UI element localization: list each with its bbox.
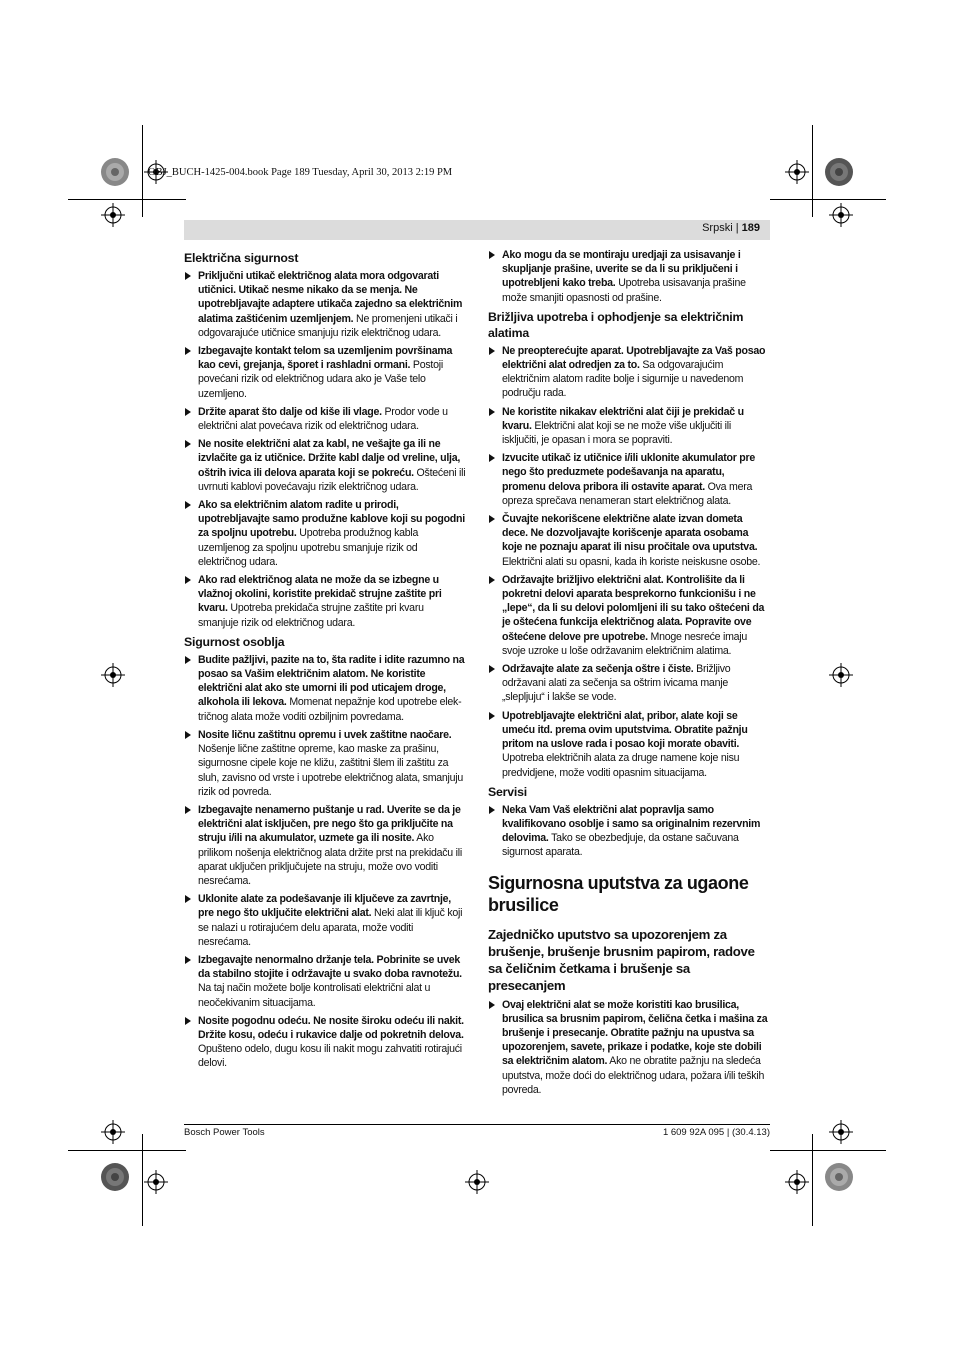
- bullet-bold-text: Neka Vam Vaš električni alat popravlja samo kvalifikovano osoblje i samo sa originalnim rezervnim delovima.: [502, 803, 761, 845]
- triangle-bullet-icon: [185, 440, 191, 448]
- bullet-body-text: Prodor vode u električni alat povećava rizik od električnog udara.: [198, 405, 448, 433]
- bullet-body-text: Na taj način možete bolje kontrolisati električni alat u neočekivanim situacijama.: [198, 982, 431, 1009]
- bullet-item: [488, 248, 770, 305]
- crosshair-icon: [144, 1170, 168, 1194]
- crosshair-icon: [101, 1120, 125, 1144]
- crop-mark: [812, 125, 813, 217]
- chapter-title: Sigurnosna uputstva za ugaone brusilice: [488, 872, 749, 915]
- triangle-bullet-icon: [185, 576, 191, 584]
- triangle-bullet-icon: [489, 347, 495, 355]
- crosshair-icon: [465, 1170, 489, 1194]
- page-header-text: [702, 222, 760, 234]
- bullet-bold-text: Izbegavajte nenamerno puštanje u rad. Uverite se da je električni alat isključen, pre nego što ga priključite na struju i/ili na akumulator, uzmete ga ili nosite.: [198, 803, 461, 845]
- section-heading: Sigurnost osoblja: [184, 634, 285, 649]
- bullet-bold-text: Držite aparat što dalje od kiše ili vlage.: [198, 405, 382, 418]
- bullet-bold-text: Čuvajte nekorišcene električne alate izvan dometa dece. Ne dozvoljavajte korišcenje aparata osobama koje ne poznaju aparat ili nisu pročitale ova uputstva.: [502, 513, 758, 554]
- bullet-item: [488, 709, 770, 780]
- triangle-bullet-icon: [185, 956, 191, 964]
- bullet-body-text: Momenat nepažnje kod upotrebe elek-tričnog alata može voditi ozbiljnim povredama.: [198, 696, 462, 723]
- subsection-title: Zajedničko uputstvo sa upozorenjem za brušenje, brušenje brusnim papirom, radove sa čeličnim četkama i brušenje sa presecanjem: [488, 926, 755, 993]
- triangle-bullet-icon: [489, 712, 495, 720]
- section-heading: Brižljiva upotreba i ophodjenje sa električnim alatima: [488, 309, 744, 340]
- bullet-item: [184, 1014, 466, 1071]
- bullet-item: [184, 437, 466, 494]
- triangle-bullet-icon: [185, 731, 191, 739]
- crop-mark: [68, 199, 186, 200]
- triangle-bullet-icon: [489, 665, 495, 673]
- triangle-bullet-icon: [185, 895, 191, 903]
- triangle-bullet-icon: [185, 806, 191, 814]
- bullet-item: [184, 728, 466, 799]
- crop-mark: [812, 1134, 813, 1226]
- crosshair-icon: [829, 663, 853, 687]
- bullet-item: [488, 803, 770, 860]
- bullet-bold-text: Izbegavajte nenormalno držanje tela. Pobrinite se uvek da stabilno stojite i održavajte u svako doba ravnotežu.: [198, 953, 462, 981]
- triangle-bullet-icon: [489, 1001, 495, 1009]
- bullet-body-text: Neki alat ili ključ koji se nalazi u rotirajućem delu aparata, može voditi nesrećama.: [198, 907, 463, 948]
- bullet-item: [184, 498, 466, 569]
- crosshair-icon: [101, 203, 125, 227]
- bullet-bold-text: Uklonite alate za podešavanje ili ključeve za zavrtnje, pre nego što uključite električni alat.: [198, 893, 451, 920]
- crosshair-icon: [829, 203, 853, 227]
- bullet-body-text: Brižljivo održavani alati za sečenja sa oštrim ivicama manje „slepljuju“ i lakše se vode.: [502, 663, 731, 704]
- crosshair-icon: [829, 1120, 853, 1144]
- bullet-body-text: Upotreba prekidača strujne zaštite pri kvaru smanjuje rizik od električnog udara.: [198, 602, 424, 629]
- bullet-item: [488, 451, 770, 508]
- bullet-body-text: Upotreba električnih alata za druge namene koje nisu predvidjene, može voditi opasnim situacijama.: [502, 752, 740, 779]
- left-column: [184, 248, 466, 1075]
- crop-mark: [68, 1150, 186, 1151]
- bullet-bold-text: Izvucite utikač iz utičnice i/ili uklonite akumulator pre nego što preduzmete podešavanja na aparatu, promenu delova pribora ili ostavite aparat.: [502, 452, 756, 493]
- bullet-item: [184, 653, 466, 724]
- crosshair-icon: [101, 663, 125, 687]
- triangle-bullet-icon: [185, 272, 191, 280]
- triangle-bullet-icon: [489, 454, 495, 462]
- registration-circle-icon: [100, 1162, 130, 1192]
- bullet-body-text: Ako ne obratite pažnju na sledeća uputstva, može doći do električnog udara, požara i/ili teških povreda.: [502, 1055, 765, 1096]
- crop-mark: [142, 1134, 143, 1226]
- footer-rule: [184, 1124, 770, 1125]
- crop-mark: [770, 199, 886, 200]
- triangle-bullet-icon: [185, 347, 191, 355]
- page-number: 189: [741, 222, 760, 234]
- bullet-item: [488, 344, 770, 401]
- bullet-body-text: Upotreba usisavanja prašine može smanjiti opasnosti od prašine.: [502, 277, 746, 304]
- bullet-bold-text: Ako rad električnog alata ne može da se izbegne u vlažnoj okolini, koristite prekidač strujne zaštite pri kvaru.: [198, 574, 442, 615]
- bullet-bold-text: Održavajte alate za sečenja oštre i čiste.: [502, 663, 694, 676]
- file-header: OBJ_BUCH-1425-004.book Page 189 Tuesday, April 30, 2013 2:19 PM: [148, 167, 453, 178]
- header-separator: |: [735, 222, 739, 234]
- triangle-bullet-icon: [185, 501, 191, 509]
- section-heading: Servisi: [488, 784, 527, 799]
- bullet-bold-text: Nosite pogodnu odeću. Ne nosite široku odeću ili nakit. Držite kosu, odeću i rukavice dalje od pokretnih delova.: [198, 1014, 464, 1041]
- triangle-bullet-icon: [185, 408, 191, 416]
- bullet-item: [488, 573, 770, 658]
- crop-mark: [142, 125, 143, 217]
- bullet-item: [488, 512, 770, 569]
- section-heading: Električna sigurnost: [184, 251, 299, 265]
- bullet-body-text: Električni alat koji se ne može više uključiti ili isključiti, je opasan i mora se popraviti.: [502, 419, 731, 447]
- registration-circle-icon: [824, 1162, 854, 1192]
- bullet-body-text: Tako se obezbedjuje, da ostane sačuvana sigurnost aparata.: [502, 832, 739, 859]
- bullet-bold-text: Upotrebljavajte električni alat, pribor, alate koji se umeću itd. prema ovim uputstvima. Obratite pažnju pritom na uslove rada i posao koji morate obaviti.: [502, 709, 748, 751]
- bullet-bold-text: Održavajte brižljivo električni alat. Kontrolišite da li pokretni delovi aparata besprekorno funkcionišu i ne „lepe“, da li su delovi polomljeni ili su tako oštećeni da je oštećena funkcija električnog alata. Popravite ove oštećene delove pre upotrebe.: [502, 573, 765, 643]
- bullet-item: [184, 953, 466, 1010]
- bullet-item: [184, 803, 466, 888]
- bullet-bold-text: Ako mogu da se montiraju uredjaji za usisavanje i skupljanje prašine, uverite se da li su priključeni i upotrebljeni kako treba.: [502, 249, 741, 290]
- bullet-body-text: Električni alati su opasni, kada ih koriste neiskusne osobe.: [502, 555, 761, 568]
- bullet-body-text: Nošenje lične zaštitne opreme, kao maske za prašinu, sigurnosne cipele koje ne kližu, zaštitni šlem ili zaštitu za sluh, zavisno od vrste i upotrebe električnog alata, smanjuju rizik od povreda.: [198, 743, 464, 798]
- bullet-body-text: Oštećeni ili uvrnuti kablovi povećavaju rizik električnog udara.: [198, 466, 466, 493]
- bullet-bold-text: Ne nosite električni alat za kabl, ne vešajte ga ili ne izvlačite ga iz utičnice. Držite kabl dalje od vreline, ulja, oštrih ivica ili delova aparata koji se pokreću.: [198, 438, 461, 479]
- registration-circle-icon: [824, 157, 854, 187]
- triangle-bullet-icon: [489, 806, 495, 814]
- crosshair-icon: [785, 1170, 809, 1194]
- registration-circle-icon: [100, 157, 130, 187]
- triangle-bullet-icon: [185, 656, 191, 664]
- triangle-bullet-icon: [185, 1017, 191, 1025]
- crop-mark: [770, 1150, 886, 1151]
- header-language: Srpski: [702, 222, 733, 234]
- bullet-item: [488, 405, 770, 448]
- bullet-item: [184, 269, 466, 340]
- bullet-body-text: Ova mera opreza sprečava nenameran start električnog alata.: [502, 480, 753, 507]
- bullet-body-text: Opušteno odelo, dugu kosu ili nakit mogu zahvatiti rotirajući delovi.: [198, 1043, 462, 1070]
- bullet-bold-text: Nosite ličnu zaštitnu opremu i uvek zaštitne naočare.: [198, 728, 452, 741]
- crosshair-icon: [785, 160, 809, 184]
- triangle-bullet-icon: [489, 408, 495, 416]
- bullet-bold-text: Izbegavajte kontakt telom sa uzemljenim površinama kao cevi, grejanja, šporet i rashladni ormani.: [198, 345, 453, 372]
- bullet-bold-text: Budite pažljivi, pazite na to, šta radite i idite razumno na posao sa Vašim električnim alatom. Ne koristite električni alat ako ste umorni ili pod uticajem droge, alkohola ili lekova.: [198, 653, 465, 709]
- bullet-bold-text: Ako sa električnim alatom radite u prirodi, upotrebljavajte samo produžne kablove koji su pogodni za spoljnu upotrebu.: [198, 499, 465, 540]
- right-column: [488, 248, 770, 1101]
- bullet-body-text: Sa odgovarajućim električnim alatom radite bolje i sigurnije u navedenom području rada.: [502, 359, 744, 400]
- triangle-bullet-icon: [489, 251, 495, 259]
- footer-doc-number: 1 609 92A 095 | (30.4.13): [662, 1127, 770, 1138]
- bullet-item: [488, 662, 770, 705]
- bullet-body-text: Ako prilikom nošenja električnog alata držite prst na prekidaču ili aparat uključen priključujete na struju, može ovo voditi nesrećama.: [198, 832, 462, 887]
- bullet-body-text: Upotreba produžnog kabla uzemljenog za spoljnu upotrebu smanjuje rizik od električnog udara.: [198, 527, 419, 568]
- bullet-item: [184, 344, 466, 401]
- footer-brand: Bosch Power Tools: [184, 1127, 265, 1138]
- bullet-bold-text: Ne preopterećujte aparat. Upotrebljavajte za Vaš posao električni alat odredjen za to.: [502, 344, 766, 372]
- page-header-bar: [184, 220, 770, 240]
- triangle-bullet-icon: [489, 515, 495, 523]
- bullet-item: [184, 405, 466, 433]
- triangle-bullet-icon: [489, 576, 495, 584]
- bullet-bold-text: Priključni utikač električnog alata mora odgovarati utičnici. Utikač nesme nikako da se menja. Ne upotrebljavajte adaptere utikača zajedno sa električnim alatima zaštićenim uzemljenjem.: [198, 270, 463, 325]
- bullet-body-text: Ne promenjeni utikači i odgovarajuće utičnice smanjuju rizik električnog udara.: [198, 312, 458, 339]
- bullet-item: [184, 573, 466, 630]
- bullet-item: [488, 998, 770, 1097]
- bullet-item: [184, 892, 466, 949]
- bullet-bold-text: Ovaj električni alat se može koristiti kao brusilica, brusilica sa brusnim papirom, čelična četka i mašina za brušenje i presecanje. Obratite pažnju na upustva sa upozorenjem, savete, prikaze i podatke, koje ste dobili sa električnim alatom.: [502, 998, 768, 1068]
- bullet-bold-text: Ne koristite nikakav električni alat čiji je prekidač u kvaru.: [502, 405, 744, 432]
- bullet-body-text: Postoji povećani rizik od električnog udara ako je Vaše telo uzemljeno.: [198, 359, 443, 400]
- bullet-body-text: Mnoge nesreće imaju svoje uzroke u loše održavanim električnim alatima.: [502, 630, 748, 657]
